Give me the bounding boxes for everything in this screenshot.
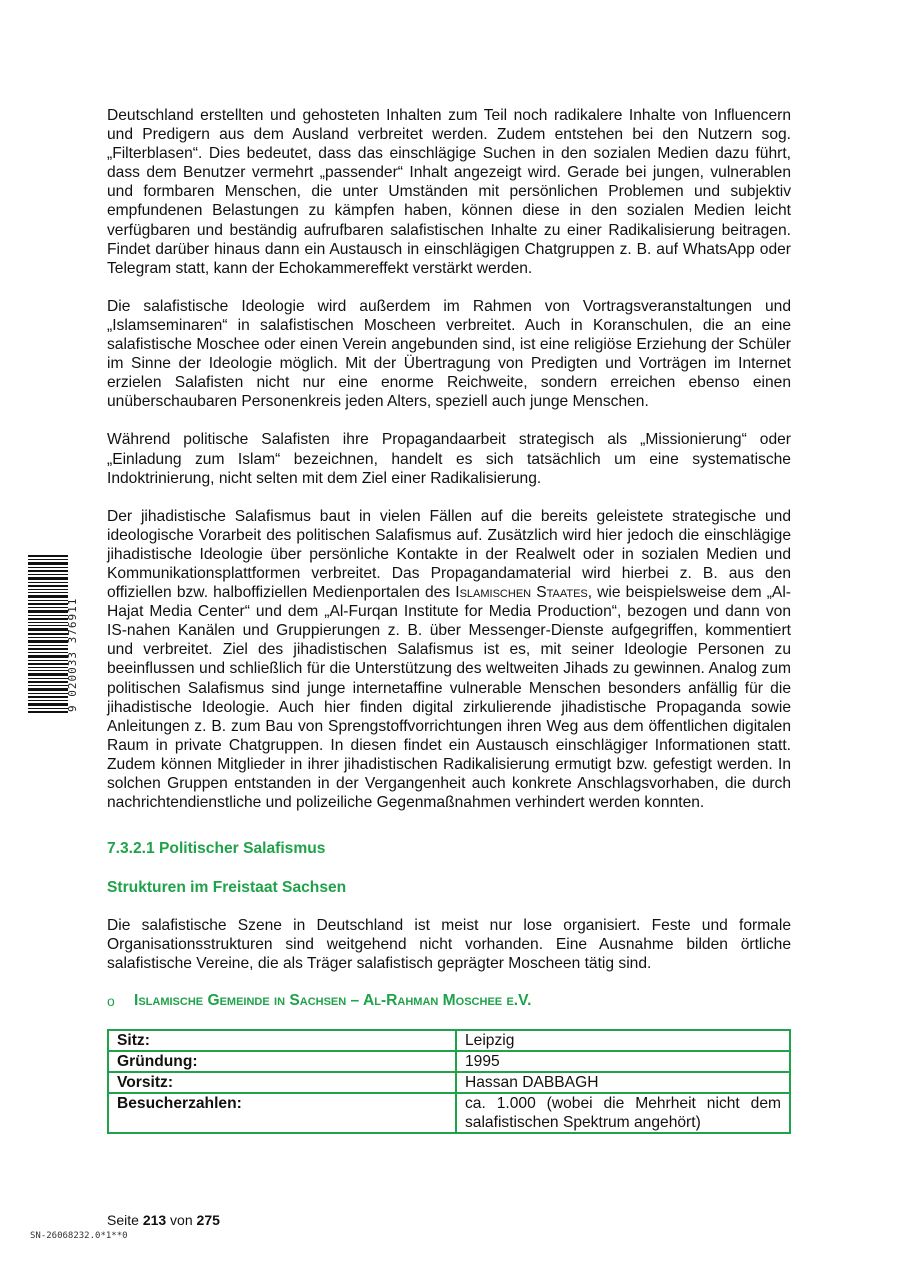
- barcode-number: 9 020033 376911: [66, 597, 79, 712]
- document-id: SN-26068232.0*1**0: [30, 1231, 128, 1241]
- footer-middle: von: [166, 1212, 197, 1228]
- section-heading: 7.3.2.1 Politischer Salafismus: [107, 840, 326, 858]
- current-page-number: 213: [142, 1212, 167, 1228]
- row-value: Hassan DABBAGH: [456, 1072, 790, 1093]
- paragraph-4: [107, 507, 791, 813]
- paragraph-4-part2: , wie beispielsweise dem „Al-Hajat Media Center“ und dem „Al-Furqan Institute for Media Production“, bezogen und dann von IS-nahen Kanälen und Gruppierungen z. B. über Messenger-Dienste aufgegriffen, kommentiert und verbreitet. Ziel des jihadistischen Salafismus ist es, mit seiner Ideologie Personen zu beeinflussen und schließlich für die Unterstützung des weltweiten Jihads zu gewinnen. Analog zum politischen Salafismus sind junge internetaffine vulnerable Menschen besonders anfällig für die jihadistische Ideologie. Auch hier finden digital zirkulierende jihadistische Propaganda sowie Anleitungen z. B. zum Bau von Sprengstoffvorrichtungen ihren Weg aus dem öffentlichen digitalen Raum in private Chatgruppen. In diesen findet ein Austausch einschlägiger Informationen statt. Zudem können Mitglieder in ihrer jihadistischen Radikalisierung ermutigt bzw. gefestigt werden. In solchen Gruppen entstanden in der Vergangenheit auch konkrete Anschlagsvorhaben, die durch nachrichtendienstliche und polizeiliche Gegenmaßnahmen verhindert werden konnten.: [107, 584, 791, 812]
- document-body: [107, 106, 791, 1134]
- sub-heading: Strukturen im Freistaat Sachsen: [107, 879, 347, 897]
- row-label: Sitz:: [108, 1030, 456, 1051]
- organization-heading: [107, 992, 791, 1010]
- paragraph-4-smallcaps: Islamischen Staates: [455, 584, 588, 602]
- row-value: 1995: [456, 1051, 790, 1072]
- table-row: [108, 1030, 790, 1051]
- row-label: Vorsitz:: [108, 1072, 456, 1093]
- paragraph-2: Die salafistische Ideologie wird außerdem im Rahmen von Vortragsveranstaltungen und „Islamseminaren“ in salafistischen Moscheen verbreitet. Auch in Koranschulen, die an eine salafistische Moschee oder einen Verein angebunden sind, ist eine religiöse Erziehung der Schüler im Sinne der Ideologie möglich. Mit der Übertragung von Predigten und Vorträgen im Internet erzielen Salafisten nicht nur eine enorme Reichweite, sondern erreichen ebenso einen unüberschaubaren Personenkreis jeden Alters, speziell auch junge Menschen.: [107, 297, 791, 411]
- organization-info-table: [107, 1029, 791, 1134]
- total-page-count: 275: [196, 1212, 220, 1228]
- intro-paragraph: Die salafistische Szene in Deutschland ist meist nur lose organisiert. Feste und formale Organisationsstrukturen sind weitgehend nicht vorhanden. Eine Ausnahme bilden örtliche salafistische Vereine, die als Träger salafistisch geprägter Moscheen tätig sind.: [107, 917, 791, 973]
- row-label: Besucherzahlen:: [108, 1093, 456, 1133]
- row-label: Gründung:: [108, 1051, 456, 1072]
- page-footer: [107, 1212, 220, 1228]
- paragraph-1: Deutschland erstellten und gehosteten Inhalten zum Teil noch radikalere Inhalte von Influencern und Predigern aus dem Ausland verbreitet werden. Zudem entstehen bei den Nutzern sog. „Filterblasen“. Dies bedeutet, dass das einschlägige Suchen in den sozialen Medien dazu führt, dass dem Benutzer vermehrt „passender“ Inhalt angezeigt wird. Gerade bei jungen, vulnerablen und formbaren Menschen, die unter Umständen mit persönlichen Problemen und subjektiv empfundenen Belastungen zu kämpfen haben, können diese in den sozialen Medien leicht verfügbaren und beständig aufrufbaren salafistischen Inhalte zu einer Radikalisierung beitragen. Findet darüber hinaus dann ein Austausch in einschlägigen Chatgruppen z. B. auf WhatsApp oder Telegram statt, kann der Echokammereffekt verstärkt werden.: [107, 107, 791, 277]
- table-row: [108, 1093, 790, 1133]
- row-value: ca. 1.000 (wobei die Mehrheit nicht dem salafistischen Spektrum angehört): [456, 1093, 790, 1133]
- paragraph-3: Während politische Salafisten ihre Propagandaarbeit strategisch als „Missionierung“ oder „Einladung zum Islam“ bezeichnen, handelt es sich tatsächlich um eine systematische Indoktrinierung, nicht selten mit dem Ziel einer Radikalisierung.: [107, 431, 791, 487]
- footer-prefix: Seite: [107, 1212, 143, 1228]
- table-row: [108, 1051, 790, 1072]
- table-row: [108, 1072, 790, 1093]
- circle-bullet-icon: o: [107, 993, 115, 1010]
- row-value: Leipzig: [456, 1030, 790, 1051]
- paragraph-4-part1: Der jihadistische Salafismus baut in vielen Fällen auf die bereits geleistete strategische und ideologische Vorarbeit des politischen Salafismus auf. Zusätzlich wird hier jedoch die einschlägige jihadistische Ideologie über persönliche Kontakte in der Realwelt oder in sozialen Medien und Kommunikationsplattformen verbreitet. Das Propagandamaterial wird hierbei z. B. aus den offiziellen bzw. halboffiziellen Medienportalen des: [107, 507, 791, 602]
- organization-title: Islamische Gemeinde in Sachsen – Al-Rahman Moschee e.V.: [134, 992, 532, 1010]
